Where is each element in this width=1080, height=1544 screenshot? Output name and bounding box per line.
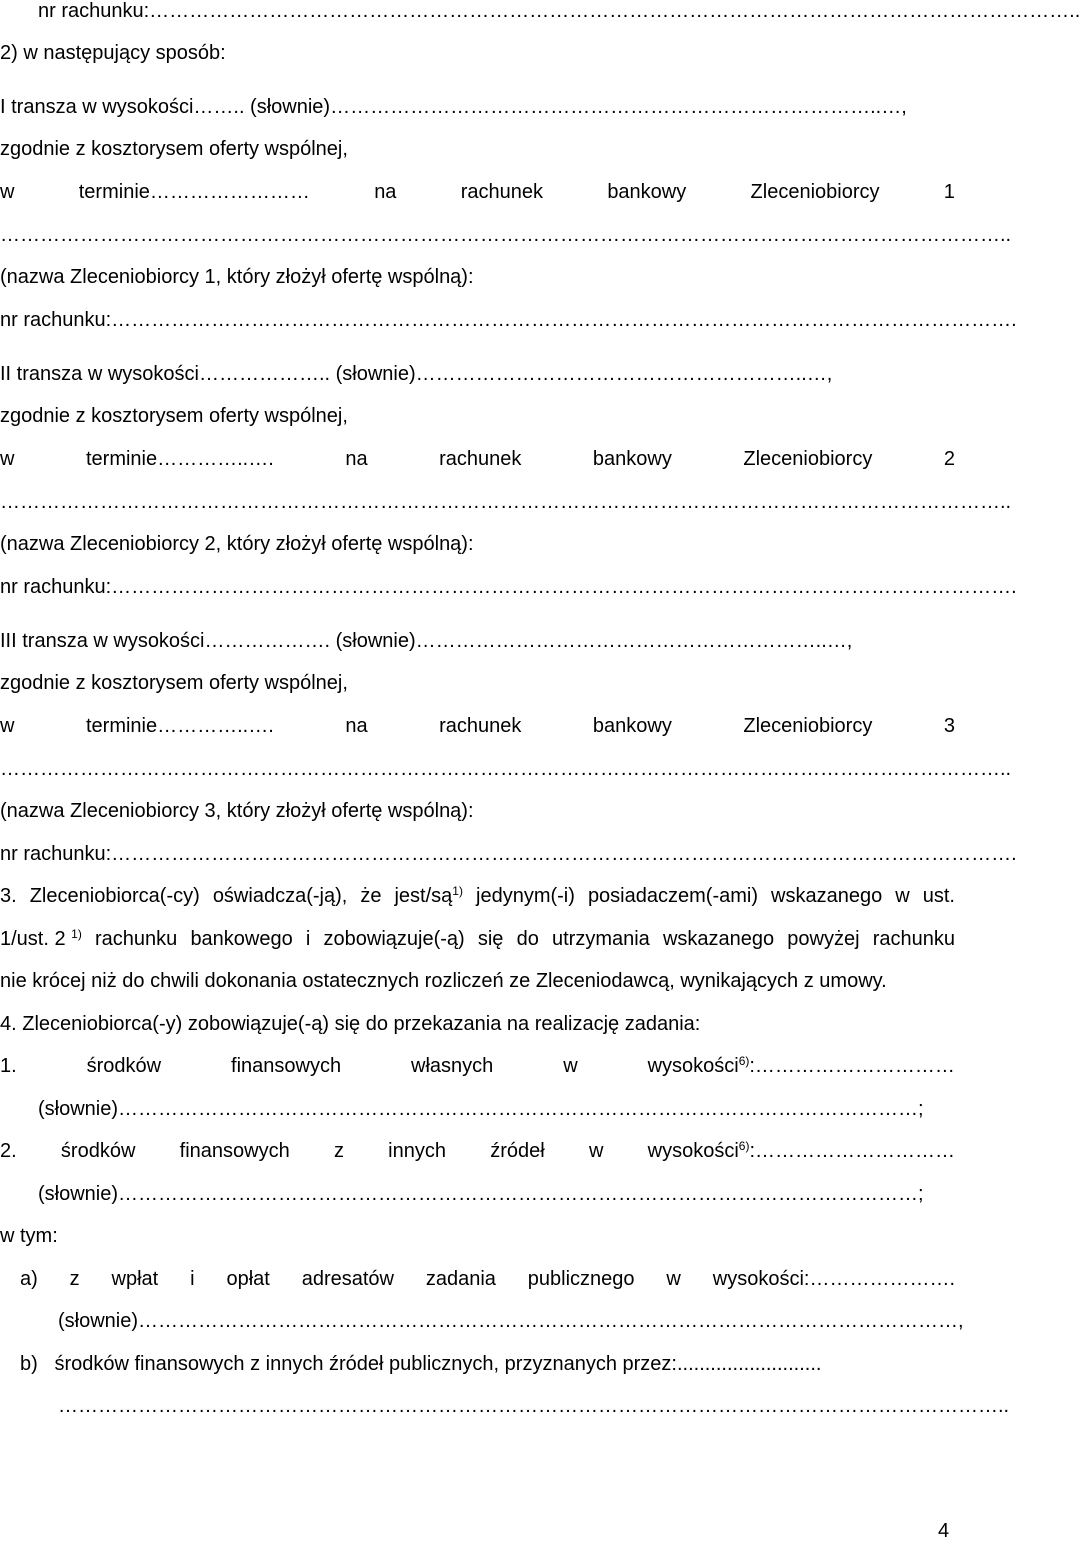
point-4-heading: 4. Zleceniobiorca(-y) zobowiązuje(-ą) się do przekazania na realizację zadania: (0, 1013, 701, 1035)
item-b-line: b) środków finansowych z innych źródeł publicznych, przyznanych przez:.......................... (20, 1353, 822, 1375)
footnote-ref: 1) (71, 927, 82, 941)
tranche-3-name-label: (nazwa Zleceniobiorcy 3, który złożył ofertę wspólną): (0, 800, 474, 822)
own-funds-words: (słownie)…………………………………………………………………………………………………………; (38, 1098, 924, 1120)
tranche-2-dotted-line: …………………………………………………………………………………………………………………………………….. (0, 491, 1012, 513)
tranche-1-cost-note: zgodnie z kosztorysem oferty wspólnej, (0, 138, 348, 160)
tranche-2-account: nr rachunku:………………………………………………………………………………………………………………………. (0, 576, 1017, 598)
item-a-words: (słownie)……………………………………………………………………………………………………………, (58, 1310, 964, 1332)
point-3-line-3: nie krócej niż do chwili dokonania ostatecznych rozliczeń ze Zleceniodawcą, wynikających z umowy. (0, 970, 887, 992)
item-a-line: a) z wpłat i opłat adresatów zadania publicznego w wysokości:…………………. (20, 1268, 955, 1290)
tranche-2-term: w terminie…………..…. na rachunek bankowy Zleceniobiorcy 2 (0, 448, 955, 470)
tranche-1-dotted-line: …………………………………………………………………………………………………………………………………….. (0, 224, 1012, 246)
item-b-dotted-line: …………………………………………………………………………………………………………………………….. (58, 1395, 1010, 1417)
tranche-2-amount: II transza w wysokości……………….. (słownie)…………………………………………………..…, (0, 363, 833, 385)
footnote-ref: 1) (452, 884, 463, 898)
footnote-ref: 6) (738, 1054, 750, 1068)
tranche-1-amount: I transza w wysokości…….. (słownie)………………………………………………………………………..…, (0, 96, 907, 118)
tranche-1-term: w terminie…………………… na rachunek bankowy Zleceniobiorcy 1 (0, 181, 955, 203)
page-number: 4 (938, 1520, 950, 1542)
point-3-line-1: 3. Zleceniobiorca(-cy) oświadcza(-ją), że jest/$są^{1)}$ jedynym(-i) posiadaczem(-ami) wskazanego w ust. (0, 884, 955, 907)
tranche-3-cost-note: zgodnie z kosztorysem oferty wspólnej, (0, 672, 348, 694)
tranche-3-account: nr rachunku:………………………………………………………………………………………………………………………. (0, 843, 1017, 865)
tranche-3-amount: III transza w wysokości………………. (słownie)……………………………………………………..…, (0, 630, 853, 652)
including-label: w tym: (0, 1225, 58, 1247)
tranche-3-term: w terminie…………..…. na rachunek bankowy Zleceniobiorcy 3 (0, 715, 955, 737)
tranche-2-cost-note: zgodnie z kosztorysem oferty wspólnej, (0, 405, 348, 427)
other-funds-words: (słownie)…………………………………………………………………………………………………………; (38, 1183, 924, 1205)
tranche-3-dotted-line: …………………………………………………………………………………………………………………………………….. (0, 758, 1012, 780)
other-funds-line: 2. środków finansowych z innych źródeł w wysokości$^{6)}$:………………………… (0, 1139, 955, 1162)
payment-method-heading: 2) w następujący sposób: (0, 42, 226, 64)
own-funds-line: 1. środków finansowych własnych w wysokości$^{6)}$:………………………… (0, 1054, 955, 1077)
tranche-1-name-label: (nazwa Zleceniobiorcy 1, który złożył ofertę wspólną): (0, 266, 474, 288)
tranche-2-name-label: (nazwa Zleceniobiorcy 2, który złożył ofertę wspólną): (0, 533, 474, 555)
footnote-ref: 6) (738, 1139, 750, 1153)
account-number-line: nr rachunku:………………………………………………………………………………………………………………………….. (38, 0, 1080, 22)
tranche-1-account: nr rachunku:………………………………………………………………………………………………………………………. (0, 309, 1017, 331)
point-3-line-2: 1/ust. 2 $^{1)}$ rachunku bankowego i zobowiązuje(-ą) się do utrzymania wskazanego powyżej rachunku (0, 927, 955, 950)
